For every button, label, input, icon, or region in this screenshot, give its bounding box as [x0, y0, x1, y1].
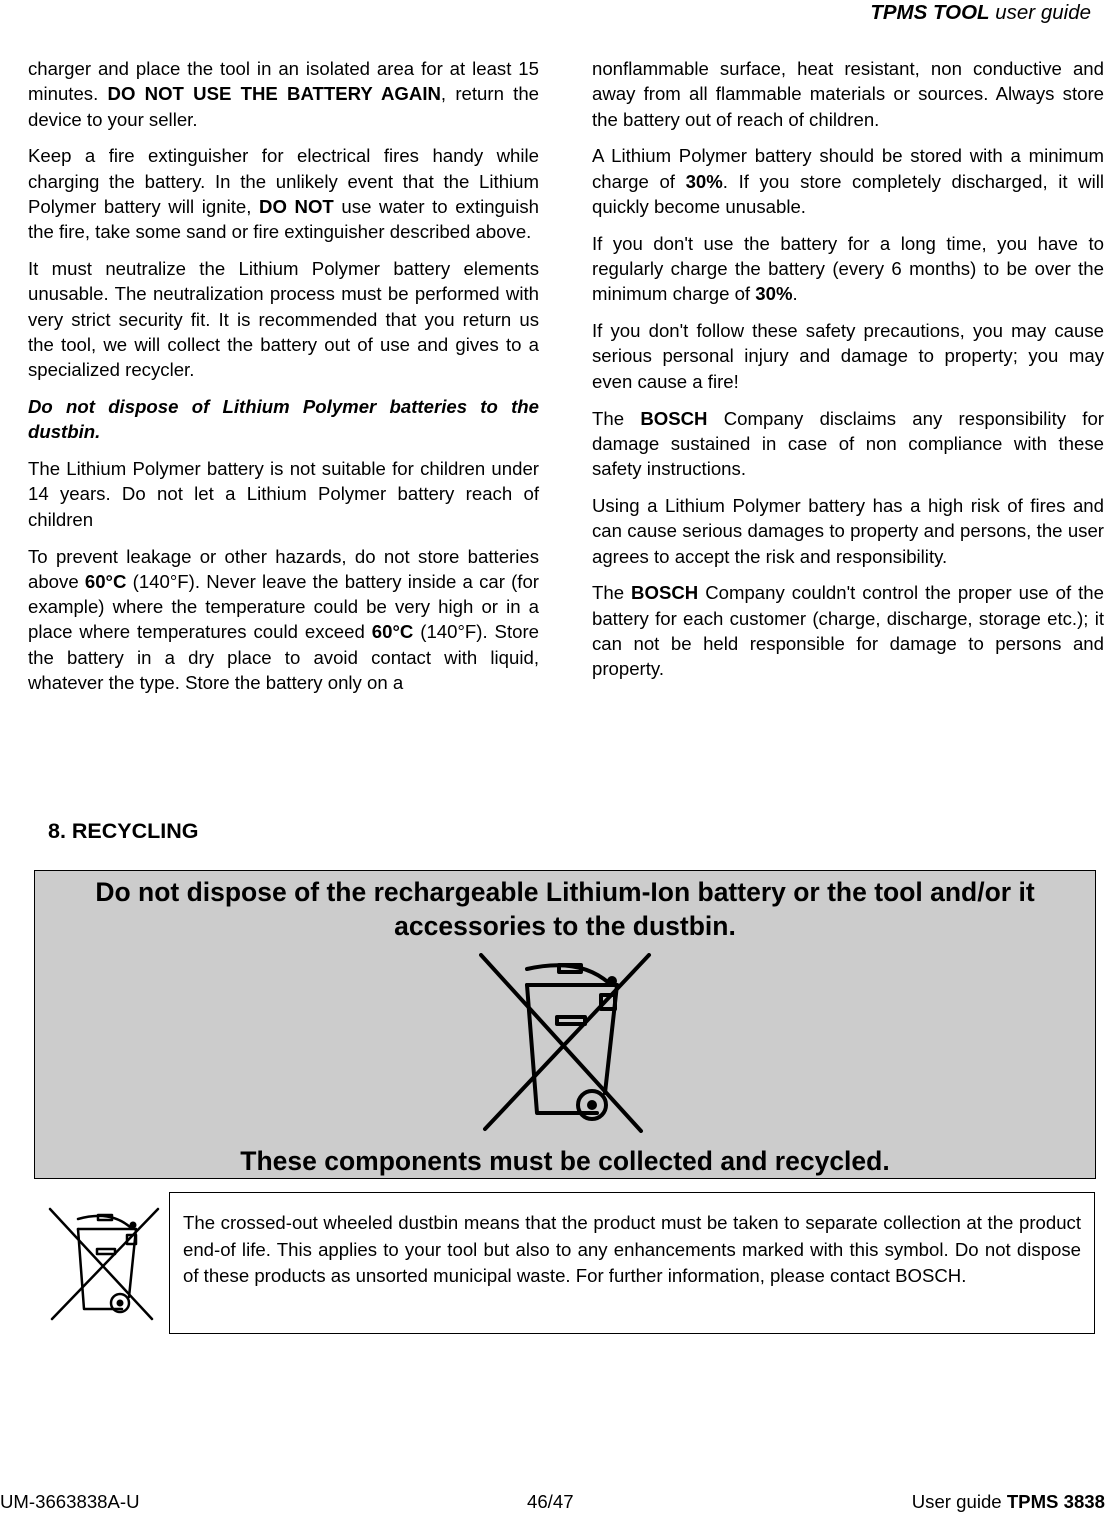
text: Company couldn't control the proper use of the battery for each customer (charge, discharge, storage etc.); it can not be held responsible for damage to persons and property. [592, 582, 1104, 680]
right-paragraph-2 [592, 143, 1104, 219]
recycling-collected-text: These components must be collected and recycled. [240, 1146, 890, 1176]
left-paragraph-3: It must neutralize the Lithium Polymer battery elements unusable. The neutralization process must be performed with very strict security fit. It is recommended that you return us the tool, we will collect the battery out of use and gives to a specialized recycler. [28, 258, 539, 381]
left-paragraph-6 [28, 544, 539, 696]
text: (140°F). Never leave the battery inside a car (for example) where the temperature could be very high or in a place where temperatures could exceed [28, 570, 540, 643]
crossed-out-wheelie-bin-icon [479, 953, 653, 1133]
right-paragraph-7 [592, 580, 1104, 681]
text: Keep a fire extinguisher for electrical fires handy while charging the battery. In the unlikely event that the Lithium Polymer battery will ignite, [28, 145, 539, 217]
warning-text: Do not dispose of Lithium Polymer batteries to the dustbin. [28, 396, 539, 443]
recycling-info-text: The crossed-out wheeled dustbin means that the product must be taken to separate collection at the product end-of life. This applies to your tool but also to any enhancements marked with this symbol. Do not dispose of these products as unsorted municipal waste. For further information, please contact BOSCH. [183, 1212, 1081, 1286]
text: . If you store completely discharged, it will quickly become unusable. [592, 170, 1104, 217]
right-column [592, 56, 1104, 693]
text: Company disclaims any responsibility for damage sustained in case of non compliance with these safety instructions. [592, 407, 1104, 480]
text: To prevent leakage or other hazards, do not store batteries above [28, 545, 539, 592]
emphasis: 30% [755, 283, 793, 305]
emphasis: DO NOT [259, 195, 334, 217]
left-paragraph-4 [28, 394, 539, 445]
right-paragraph-4: If you don't follow these safety precautions, you may cause serious personal injury and damage to property; you may even cause a fire! [592, 320, 1104, 392]
text: A Lithium Polymer battery should be stored with a minimum charge of [592, 145, 1104, 192]
header-title-bold: TPMS TOOL [870, 1, 990, 24]
emphasis: 30% [685, 170, 723, 192]
crossed-out-wheelie-bin-icon [48, 1207, 160, 1321]
text: , return the device to your seller. [28, 83, 539, 130]
left-paragraph-5: The Lithium Polymer battery is not suitable for children under 14 years. Do not let a Lithium Polymer battery reach of children [28, 458, 539, 530]
right-paragraph-6: Using a Lithium Polymer battery has a high risk of fires and can cause serious damages to property and persons, the user agrees to accept the risk and responsibility. [592, 494, 1104, 567]
right-paragraph-5 [592, 406, 1104, 482]
footer-doc-id: UM-3663838A-U [0, 1491, 140, 1512]
text: (140°F). Store the battery in a dry place to avoid contact with liquid, whatever the type. Store the battery only on a [28, 621, 540, 694]
section-title-recycling: 8. RECYCLING [48, 819, 199, 843]
left-column [28, 56, 539, 707]
text: User guide [911, 1491, 1007, 1512]
emphasis: 60°C [371, 621, 414, 643]
text: The [592, 582, 632, 604]
recycling-warning-box [34, 870, 1096, 1179]
footer-page-number: 46/47 [527, 1491, 574, 1512]
text: charger and place the tool in an isolated area for at least 15 minutes. [28, 58, 539, 105]
text: use water to extinguish the fire, take some sand or fire extinguisher described above. [28, 195, 540, 243]
recycling-warning-text: Do not dispose of the rechargeable Lithium-Ion battery or the tool and/or it accessories to the dustbin. [95, 877, 1035, 941]
right-paragraph-1: nonflammable surface, heat resistant, non conductive and away from all flammable materials or sources. Always store the battery out of reach of children. [592, 58, 1104, 130]
header-title-rest: user guide [989, 1, 1091, 24]
emphasis: DO NOT USE THE BATTERY AGAIN [107, 83, 441, 105]
text: . [792, 283, 798, 305]
text: The [592, 407, 641, 429]
left-paragraph-1 [28, 56, 539, 132]
recycling-info-box [169, 1192, 1095, 1334]
brand: BOSCH [640, 407, 708, 429]
text: If you don't use the battery for a long time, you have to regularly charge the battery (every 6 months) to be over the minimum charge of [592, 232, 1104, 305]
left-paragraph-2 [28, 143, 539, 244]
right-paragraph-3 [592, 231, 1104, 307]
brand: BOSCH [631, 582, 699, 604]
product-name: TPMS 3838 [1006, 1491, 1105, 1512]
emphasis: 60°C [84, 570, 127, 592]
page-header [870, 0, 1091, 26]
footer-guide-name [912, 1491, 1105, 1513]
